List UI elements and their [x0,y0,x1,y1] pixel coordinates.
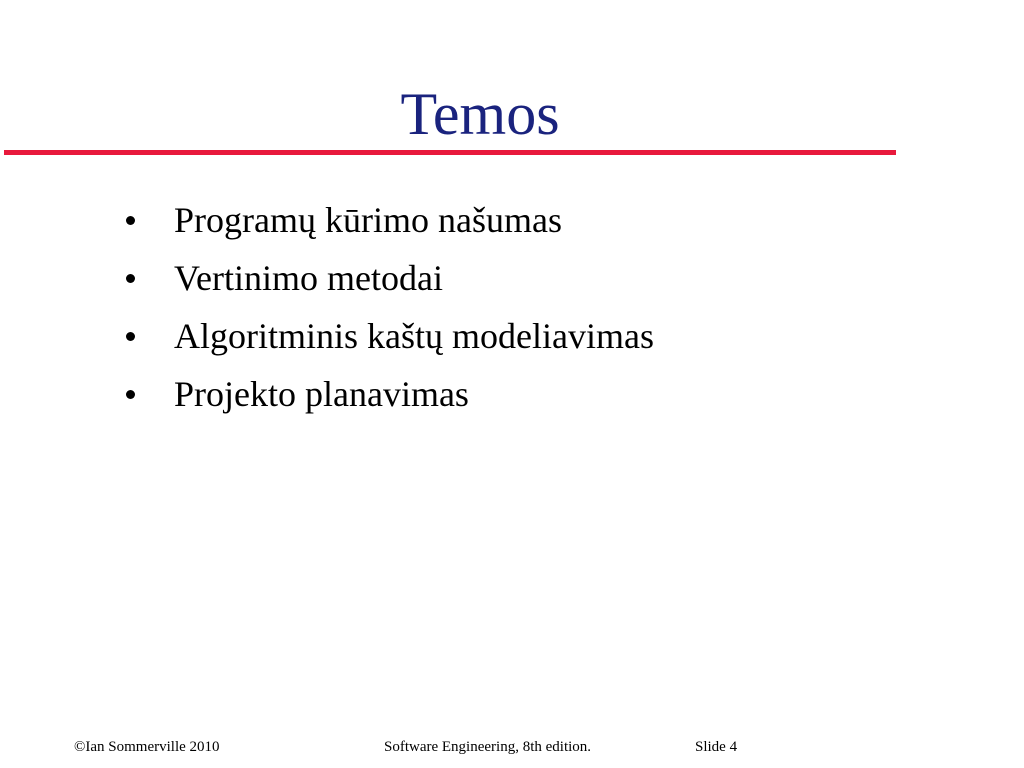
footer-copyright: ©Ian Sommerville 2010 [74,739,220,755]
bullet-text: Programų kūrimo našumas [174,200,562,240]
bullet-text: Vertinimo metodai [174,258,443,298]
bullet-icon [126,332,135,341]
bullet-icon [126,390,135,399]
footer-slide-number: Slide 4 [695,739,738,755]
bullet-icon [126,216,135,225]
footer-book-title: Software Engineering, 8th edition. [384,739,592,755]
slide-title: Temos [400,81,560,147]
bullet-icon [126,274,135,283]
bullet-text: Algoritminis kaštų modeliavimas [174,316,654,356]
title-divider [4,150,896,155]
bullet-text: Projekto planavimas [174,374,469,414]
